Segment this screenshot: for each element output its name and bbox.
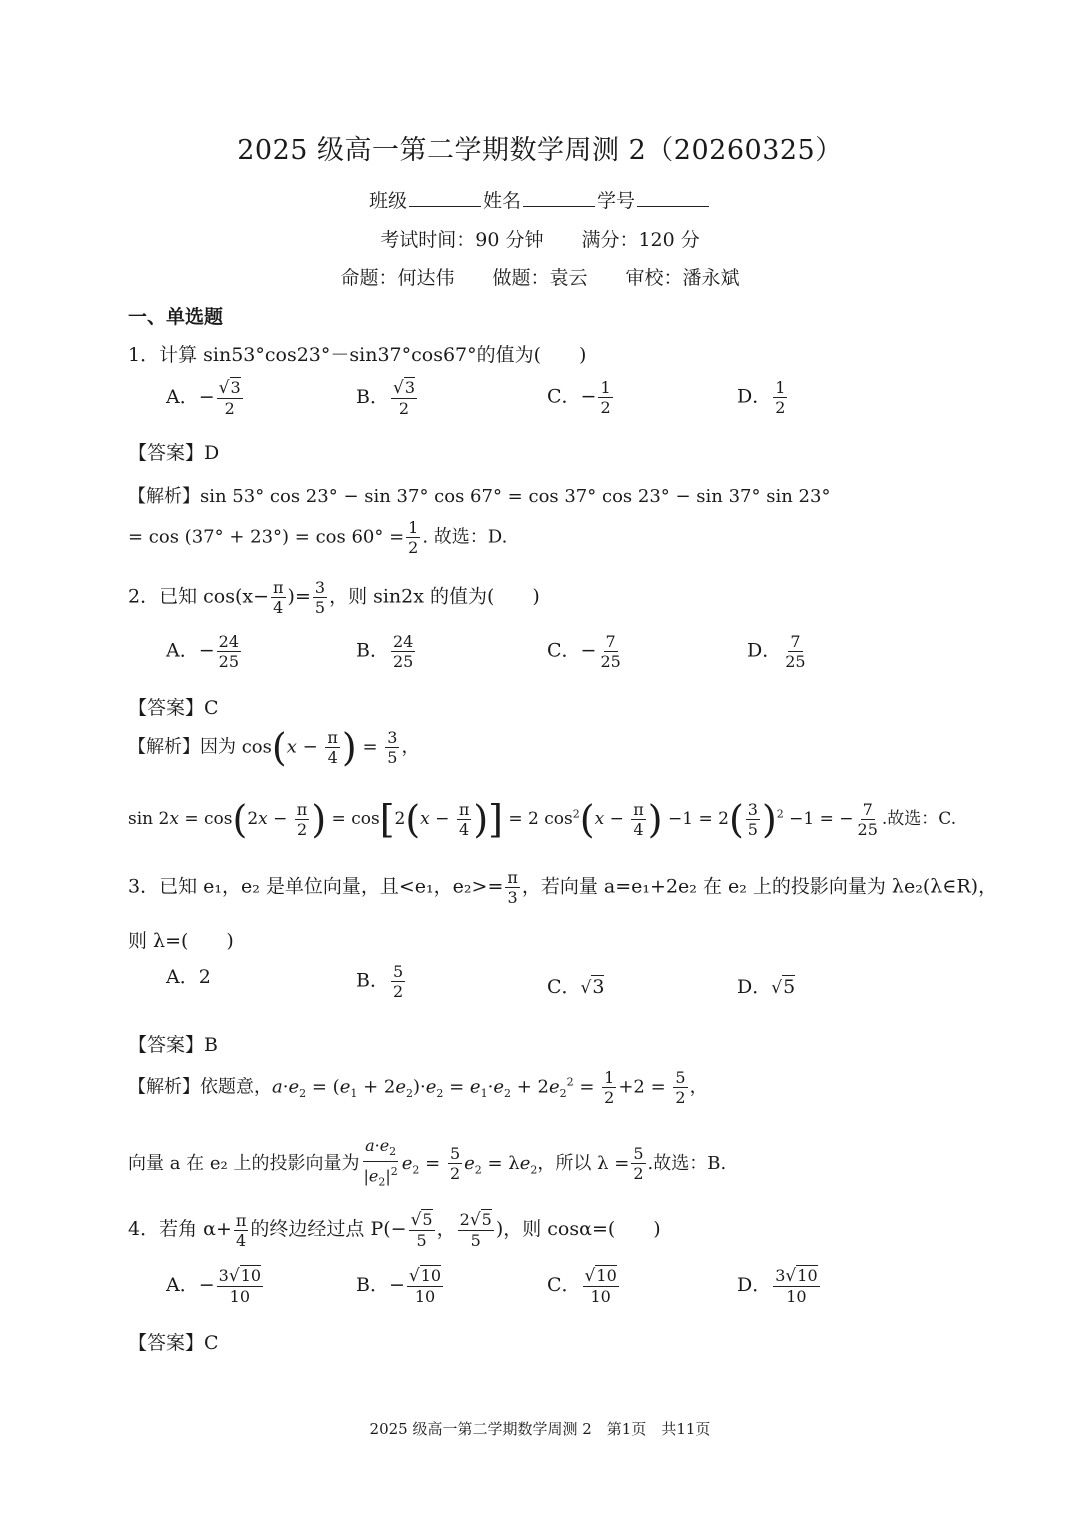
q4-option-d: D． $\frac{3√10}{10}$ <box>737 1266 818 1306</box>
q2-analysis: 【解析】因为 cos(x − $\frac{\pi}{4}$ ) = $\frac{3}{5}$ ， <box>128 725 420 770</box>
q1-option-a: A．− $\frac{√3}{2}$ <box>166 378 241 418</box>
q3-option-b: B． $\frac{5}{2}$ <box>356 962 404 1001</box>
staff-tester: 做题：袁云 <box>492 267 588 289</box>
q2-stem: 2．已知 cos(x− $\frac{\pi}{4}$ )= $\frac{3}{5}$ ，则 sin2x 的值为( ) <box>128 578 540 617</box>
q3-option-d: D．√5 <box>737 976 796 998</box>
q4-stem: 4．若角 α+ $\frac{\pi}{4}$ 的终边经过点 P(− $\frac{√5}{5}$ ， $\frac{2√5}{5}$ )，则 cosα=( ) <box>128 1210 661 1250</box>
q2-option-a: A．− $\frac{24}{25}$ <box>166 632 240 671</box>
student-fields <box>0 186 1080 213</box>
q1-option-d: D． $\frac{1}{2}$ <box>737 378 786 417</box>
q2-option-c: C．− $\frac{7}{25}$ <box>547 632 621 671</box>
exam-score: 满分：120 分 <box>581 229 700 251</box>
q3-analysis: 【解析】依题意，$a\cdot e_2 = (e_1 + 2e_2)\cdot e_2 = e_1\cdot e_2 + 2e_2^2$ = $\frac{1}{2}$ +2 = $\frac{5}{2}$ ， <box>128 1068 708 1107</box>
page-title: 2025 级高一第二学期数学周测 2（20260325） <box>237 135 843 166</box>
staff-author: 命题：何达伟 <box>340 267 455 289</box>
q3-answer: 【答案】B <box>128 1034 218 1056</box>
section-title: 一、单选题 <box>128 306 224 328</box>
q1-analysis: 【解析】sin 53° cos 23° − sin 37° cos 67° = cos 37° cos 23° − sin 37° sin 23° <box>128 486 831 507</box>
q1-analysis-line2: = cos (37° + 23°) = cos 60° = $\frac{1}{2}$ . 故选：D. <box>128 518 508 557</box>
q3-option-c: C．√3 <box>547 976 605 998</box>
exam-info <box>0 225 1080 252</box>
q3-stem: 3．已知 e₁，e₂ 是单位向量，且<e₁，e₂>= $\frac{\pi}{3}$ ，若向量 a=e₁+2e₂ 在 e₂ 上的投影向量为 λe₂(λ∈R)， <box>128 868 998 907</box>
id-blank[interactable] <box>637 192 709 207</box>
q1-option-b: B． $\frac{√3}{2}$ <box>356 378 415 418</box>
name-label: 姓名 <box>482 190 521 212</box>
q3-option-a: A．2 <box>166 966 211 988</box>
q4-option-a: A．− $\frac{3√10}{10}$ <box>166 1266 262 1306</box>
name-blank[interactable] <box>523 192 595 207</box>
q1-option-c: C．− $\frac{1}{2}$ <box>547 378 611 417</box>
exam-time: 考试时间：90 分钟 <box>380 229 544 251</box>
q2-answer: 【答案】C <box>128 697 219 719</box>
q3-stem-line2: 则 λ=( ) <box>128 930 234 952</box>
id-label: 学号 <box>597 190 636 212</box>
q4-answer: 【答案】C <box>128 1332 219 1354</box>
q4-option-b: B．− $\frac{√10}{10}$ <box>356 1266 442 1306</box>
staff-info <box>0 263 1080 290</box>
q4-option-c: C． $\frac{√10}{10}$ <box>547 1266 617 1306</box>
q2-analysis-line2: sin 2x = cos(2x − $\frac{\pi}{2}$ ) = cos[2(x − $\frac{\pi}{4}$ )] = 2 $\cos^2(x$ − $\frac{\pi}{4}$ ) −1 = 2( $\frac{3}{5}$ )$^2$ −1 = − $\frac{7}{25}$ .故选：C. <box>128 797 957 842</box>
class-blank[interactable] <box>409 192 481 207</box>
page-footer: 2025 级高一第二学期数学周测 2 第1页 共11页 <box>369 1420 711 1438</box>
q2-option-b: B． $\frac{24}{25}$ <box>356 632 414 671</box>
q3-analysis-line2: 向量 a 在 e₂ 上的投影向量为 $\frac{a\cdot e_2}{|e_2|^2}$ $e_2$ = $\frac{5}{2}$ $e_2 = \lambda e_2$，所以 λ = $\frac{5}{2}$ .故选：B. <box>128 1136 727 1189</box>
q1-answer: 【答案】D <box>128 442 220 464</box>
staff-reviewer: 审校：潘永斌 <box>625 267 740 289</box>
class-label: 班级 <box>368 190 407 212</box>
q2-option-d: D． $\frac{7}{25}$ <box>747 632 806 671</box>
q1-stem: 1．计算 sin53°cos23°－sin37°cos67°的值为( ) <box>128 344 587 366</box>
